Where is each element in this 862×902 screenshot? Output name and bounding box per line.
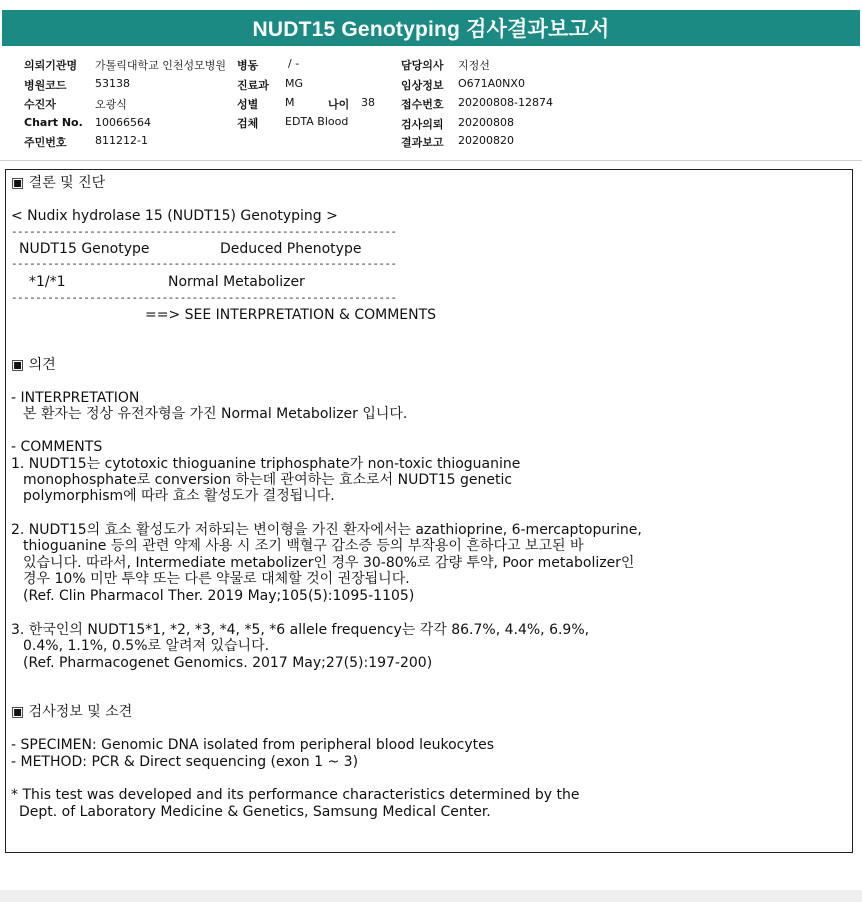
header-value: EDTA Blood: [285, 115, 349, 128]
header-value: 811212-1: [95, 134, 148, 147]
comment-3-line: 3. 한국인의 NUDT15*1, *2, *3, *4, *5, *6 allele frequency는 각각 86.7%, 4.4%, 6.9%,: [11, 622, 590, 638]
test-name: < Nudix hydrolase 15 (NUDT15) Genotyping >: [11, 208, 338, 224]
header-label: 나이: [328, 98, 350, 111]
phenotype-column-header: Deduced Phenotype: [220, 241, 362, 257]
header-value: 10066564: [95, 116, 151, 129]
header-value: 20200808-12874: [458, 96, 553, 109]
opinion-heading: ▣ 의견: [11, 357, 56, 373]
header-value: 20200808: [458, 116, 514, 129]
header-value: 지정선: [458, 59, 490, 72]
comment-1-line: polymorphism에 따라 효소 활성도가 결정됩니다.: [23, 488, 335, 504]
interpretation-title: - INTERPRETATION: [11, 390, 140, 406]
header-label: 병원코드: [24, 79, 67, 92]
genotype-column-header: NUDT15 Genotype: [19, 241, 150, 257]
disclaimer-line: Dept. of Laboratory Medicine & Genetics, Samsung Medical Center.: [19, 804, 491, 820]
header-value: M: [285, 96, 295, 109]
see-interpretation-note: ==> SEE INTERPRETATION & COMMENTS: [145, 307, 437, 323]
header-label: 성별: [237, 98, 259, 111]
divider-dashes: ----------------------------------------------------------------: [11, 291, 397, 304]
comment-2-line: 경우 10% 미만 투약 또는 다른 약물로 대체할 것이 권장됩니다.: [23, 571, 410, 587]
page-footer-bar: [0, 890, 862, 902]
header-label: 접수번호: [401, 98, 444, 111]
header-label: 담당의사: [401, 59, 444, 72]
comment-2-reference: (Ref. Clin Pharmacol Ther. 2019 May;105(5):1095-1105): [23, 588, 415, 604]
header-label: 검사의뢰: [401, 118, 444, 131]
comment-2-line: 2. NUDT15의 효소 활성도가 저하되는 변이형을 가진 환자에서는 azathioprine, 6-mercaptopurine,: [11, 522, 642, 538]
disclaimer-line: * This test was developed and its performance characteristics determined by the: [11, 787, 580, 803]
comment-2-line: thioguanine 등의 관련 약제 사용 시 조기 백혈구 감소증 등의 부작용이 흔하다고 보고된 바: [23, 538, 584, 554]
comment-3-line: 0.4%, 1.1%, 0.5%로 알려져 있습니다.: [23, 638, 270, 654]
comment-1-line: monophosphate로 conversion 하는데 관여하는 효소로서 NUDT15 genetic: [23, 472, 513, 488]
interpretation-text: 본 환자는 정상 유전자형을 가진 Normal Metabolizer 입니다.: [23, 406, 408, 422]
method-line: - METHOD: PCR & Direct sequencing (exon 1 ~ 3): [11, 754, 359, 770]
divider-dashes: ----------------------------------------------------------------: [11, 257, 397, 270]
phenotype-result: Normal Metabolizer: [168, 274, 305, 290]
header-label: Chart No.: [24, 116, 83, 129]
header-label: 진료과: [237, 79, 269, 92]
header-label: 임상정보: [401, 79, 444, 92]
header-value: 오광식: [95, 98, 127, 111]
header-label: 결과보고: [401, 136, 444, 149]
specimen-line: - SPECIMEN: Genomic DNA isolated from peripheral blood leukocytes: [11, 737, 495, 753]
header-value: 38: [361, 96, 375, 109]
conclusion-heading: ▣ 결론 및 진단: [11, 175, 106, 191]
header-value: 20200820: [458, 134, 514, 147]
comment-3-reference: (Ref. Pharmacogenet Genomics. 2017 May;27(5):197-200): [23, 655, 433, 671]
header-label: 의뢰기관명: [24, 59, 78, 72]
header-label: 수진자: [24, 98, 56, 111]
header-value: O671A0NX0: [458, 77, 525, 90]
header-label: 검체: [237, 117, 259, 130]
header-divider: [0, 160, 862, 161]
report-title: NUDT15 Genotyping 검사결과보고서: [2, 10, 860, 46]
header-label: 병동: [237, 59, 259, 72]
header-value: / -: [288, 57, 300, 70]
comment-2-line: 있습니다. 따라서, Intermediate metabolizer인 경우 30-80%로 감량 투약, Poor metabolizer인: [23, 555, 635, 571]
header-value: 가톨릭대학교 인천성모병원: [95, 59, 227, 72]
header-value: 53138: [95, 77, 130, 90]
header-label: 주민번호: [24, 136, 67, 149]
comments-title: - COMMENTS: [11, 439, 103, 455]
header-value: MG: [285, 77, 304, 90]
genotype-result: *1/*1: [29, 274, 66, 290]
divider-dashes: ----------------------------------------------------------------: [11, 225, 397, 238]
testinfo-heading: ▣ 검사정보 및 소견: [11, 704, 133, 720]
comment-1-line: 1. NUDT15는 cytotoxic thioguanine triphosphate가 non-toxic thioguanine: [11, 456, 521, 472]
